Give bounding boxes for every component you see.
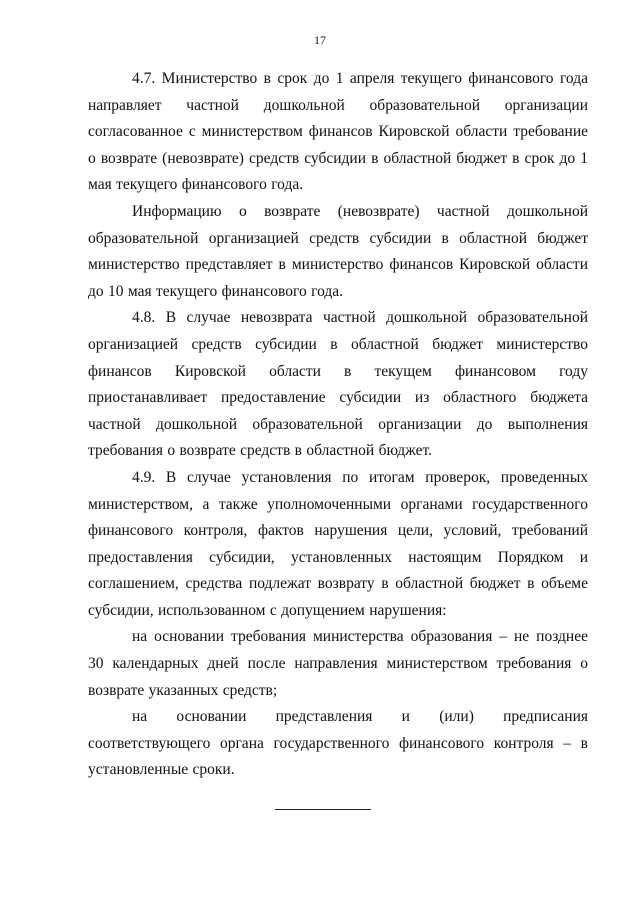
end-of-text-divider [275, 809, 371, 810]
paragraph-4-9-item-requirement: на основании требования министерства образования – не позднее 30 календарных дней после направления министерством требования о возврате указанных средств; [88, 628, 588, 699]
page-number: 17 [314, 33, 326, 47]
paragraph-4-7: 4.7. Министерство в срок до 1 апреля текущего финансового года направляет частной дошкольной образовательной организации согласованное с министерством финансов Кировской области требование о возврате (невозврате) средств субсидии в областной бюджет в срок до 1 мая текущего финансового года. [88, 70, 588, 194]
paragraph-4-9: 4.9. В случае установления по итогам проверок, проведенных министерством, а также уполномоченными органами государственного финансового контроля, фактов нарушения цели, условий, требований предоставления субсидии, установленных настоящим Порядком и соглашением, средства подлежат возврату в областной бюджет в объеме субсидии, использованном с допущением нарушения: [88, 468, 588, 619]
paragraph-4-8: 4.8. В случае невозврата частной дошкольной образовательной организацией средств субсидии в областной бюджет министерство финансов Кировской области в текущем финансовом году приостанавливает предоставление субсидии из областного бюджета частной дошкольной образовательной организации до выполнения требования о возврате средств в областной бюджет. [88, 309, 588, 460]
paragraph-4-9-item-representation: на основании представления и (или) предписания соответствующего органа государственного финансового контроля – в установленные сроки. [88, 708, 588, 779]
document-body [88, 66, 588, 784]
paragraph-4-7-information: Информацию о возврате (невозврате) частной дошкольной образовательной организацией средств субсидии в областной бюджет министерство представляет в министерство финансов Кировской области до 10 мая текущего финансового года. [88, 202, 588, 300]
